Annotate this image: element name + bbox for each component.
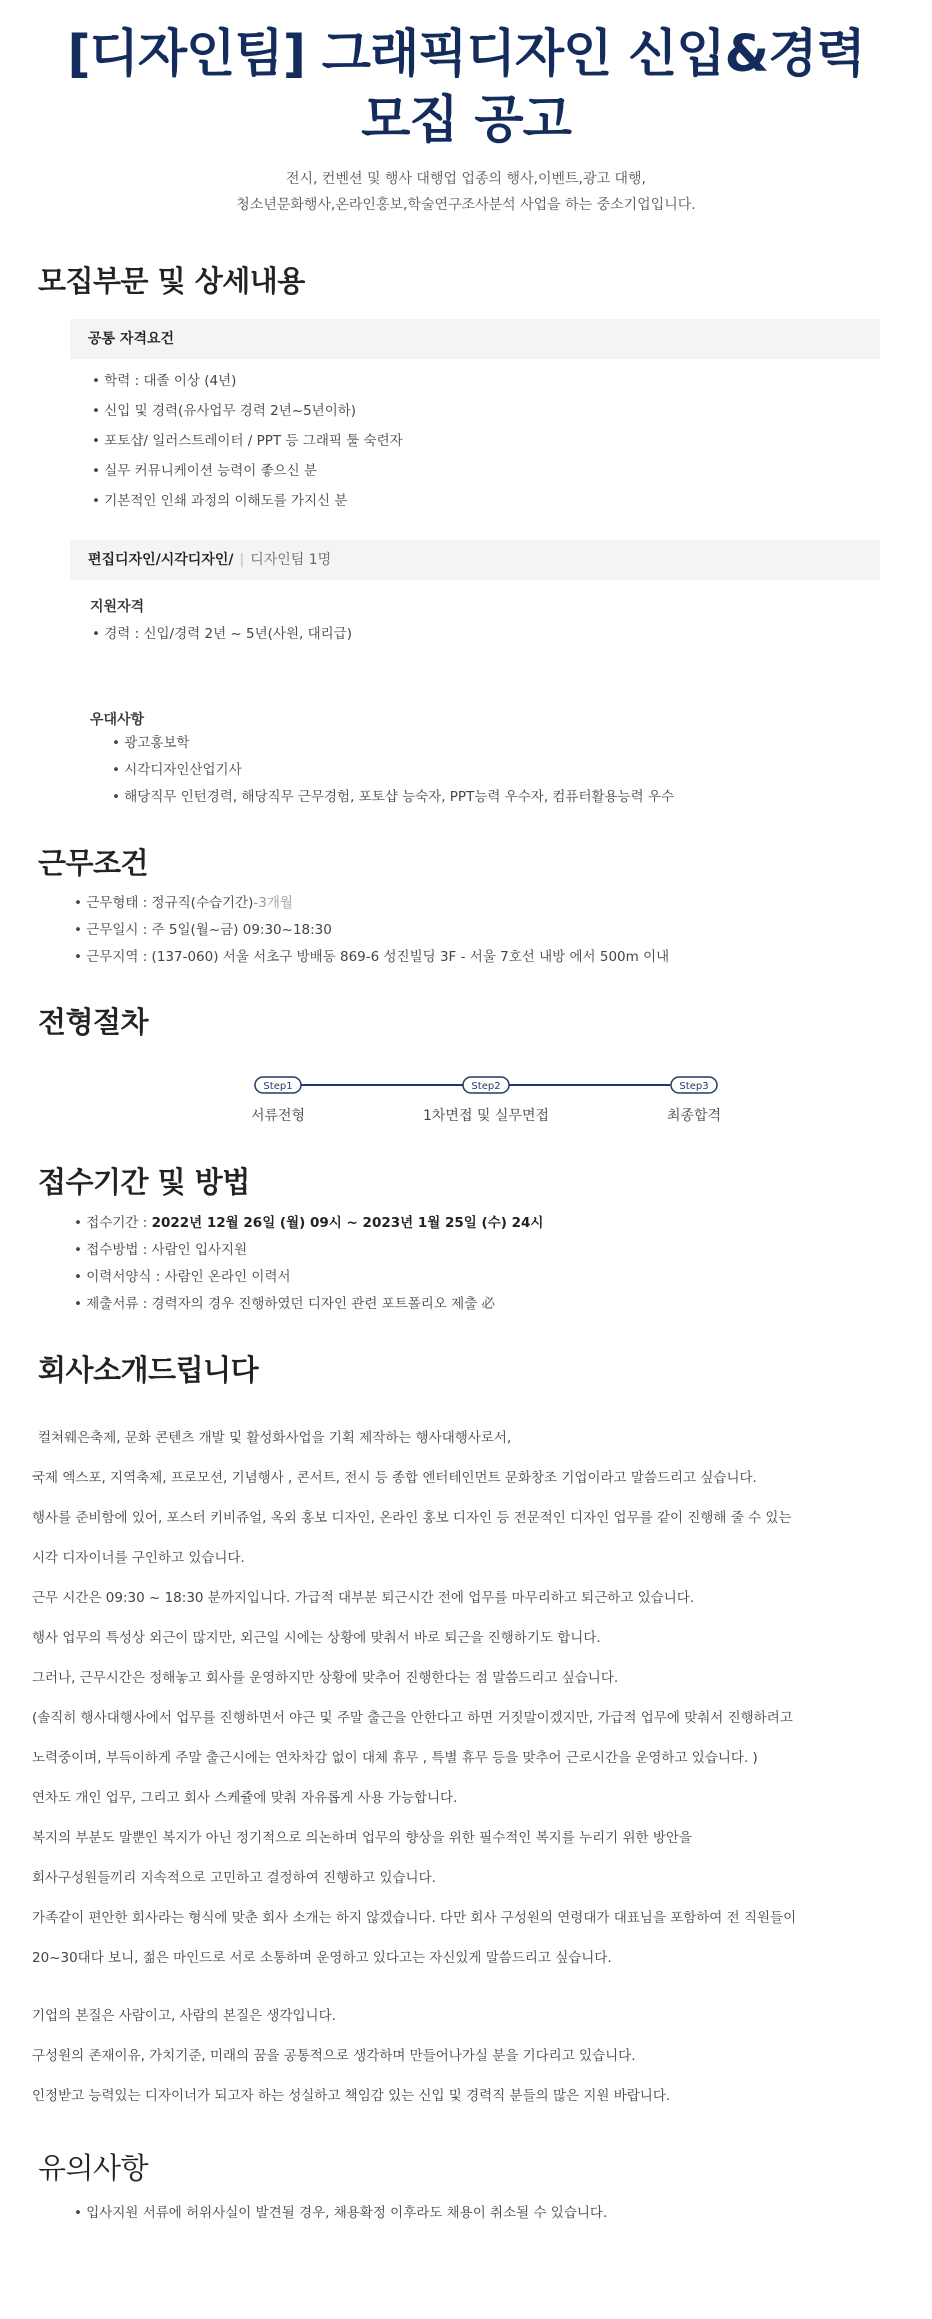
position-title: 편집디자인/시각디자인/ [88,552,234,568]
step-badge-text: Step3 [679,1081,709,1092]
company-paragraph-line: (솔직히 행사대행사에서 업무를 진행하면서 야근 및 주말 출근을 안한다고 하면 거짓말이겠지만, 가급적 업무에 맞춰서 진행하려고 [32,1710,793,1726]
intro-line: 청소년문화행사,온라인홍보,학술연구조사분석 사업을 하는 중소기업입니다. [236,197,696,213]
intro-line: 전시, 컨벤션 및 행사 대행업 업종의 행사,이벤트,광고 대행, [285,171,646,187]
company-paragraph-line: 20~30대다 보니, 젊은 마인드로 서로 소통하며 운영하고 있다고는 자신있게 말씀드리고 싶습니다. [32,1950,612,1966]
company-paragraph-line: 회사구성원들끼리 지속적으로 고민하고 결정하여 진행하고 있습니다. [32,1870,436,1886]
company-heading: 회사소개드립니다 [38,1353,259,1387]
list-item: • 근무지역 : (137-060) 서울 서초구 방배동 869-6 성진빌딩 3F - 서울 7호선 내방 에서 500m 이내 [74,944,669,971]
notice-list [74,2200,607,2227]
company-paragraph-line: 행사를 준비함에 있어, 포스터 키비쥬얼, 옥외 홍보 디자인, 온라인 홍보 디자인 등 전문적인 디자인 업무를 같이 진행해 줄 수 있는 [32,1510,792,1526]
company-closing-line: 기업의 본질은 사람이고, 사람의 본질은 생각입니다. [32,2008,336,2024]
recruit-heading: 모집부문 및 상세내용 [38,264,305,298]
common-requirements-list [92,366,403,516]
qualification-list [92,619,352,649]
step-label-1: 서류전형 [250,1108,306,1124]
list-item [74,890,669,917]
list-item: • 경력 : 신입/경력 2년 ~ 5년(사원, 대리급) [92,619,352,649]
page-title: [디자인팀] 그래픽디자인 신입&경력 모집 공고 [67,25,865,150]
process-heading: 전형절차 [38,1005,149,1039]
probation-period: -3개월 [253,895,293,911]
list-item: • 실무 커뮤니케이션 능력이 좋으신 분 [92,456,403,486]
company-paragraph-line: 행사 업무의 특성상 외근이 많지만, 외근일 시에는 상황에 맞춰서 바로 퇴근을 진행하기도 합니다. [32,1630,601,1646]
company-paragraph-line: 컬쳐웨은축제, 문화 콘텐츠 개발 및 활성화사업을 기획 제작하는 행사대행사로서, [38,1430,512,1446]
position-bar [70,540,880,580]
list-item: • 제출서류 : 경력자의 경우 진행하였던 디자인 관련 포트폴리오 제출 必 [74,1291,543,1318]
company-paragraph-line: 국제 엑스포, 지역축제, 프로모션, 기념행사 , 콘서트, 전시 등 종합 엔터테인먼트 문화창조 기업이라고 말씀드리고 싶습니다. [32,1470,757,1486]
list-item: • 근무일시 : 주 5일(월~금) 09:30~18:30 [74,917,669,944]
list-item: • 기본적인 인쇄 과정의 이해도를 가지신 분 [92,486,403,516]
notice-heading: 유의사항 [38,2151,149,2185]
step-label-3: 최종합격 [666,1108,722,1124]
step-badge-1 [255,1077,301,1093]
company-paragraph-line: 시각 디자이너를 구인하고 있습니다. [32,1550,245,1566]
step-badge-text: Step1 [263,1081,293,1092]
list-item: • 학력 : 대졸 이상 (4년) [92,366,403,396]
apply-period-label: 접수기간 : [86,1215,152,1231]
company-paragraph-line: 가족같이 편안한 회사라는 형식에 맞춘 회사 소개는 하지 않겠습니다. 다만 회사 구성원의 연령대가 대표님을 포함하여 전 직원들이 [32,1910,797,1926]
company-paragraph-line: 연차도 개인 업무, 그리고 회사 스케쥴에 맞춰 자유롭게 사용 가능합니다. [32,1790,458,1806]
work-type: 근무형태 : 정규직(수습기간) [86,895,254,911]
conditions-heading: 근무조건 [38,846,149,880]
step-badge-3 [671,1077,717,1093]
company-closing-line: 구성원의 존재이유, 가치기준, 미래의 꿈을 공통적으로 생각하며 만들어나가실 분을 기다리고 있습니다. [32,2048,636,2064]
qualification-label: 지원자격 [90,599,145,615]
list-item: • 접수방법 : 사람인 입사지원 [74,1237,543,1264]
list-item [74,1210,543,1237]
list-item: • 신입 및 경력(유사업무 경력 2년~5년이하) [92,396,403,426]
company-paragraph-line: 복지의 부분도 말뿐인 복지가 아닌 정기적으로 의논하며 업무의 향상을 위한 필수적인 복지를 누리기 위한 방안을 [32,1830,692,1846]
company-paragraph-line: 근무 시간은 09:30 ~ 18:30 분까지입니다. 가급적 대부분 퇴근시간 전에 업무를 마무리하고 퇴근하고 있습니다. [32,1590,695,1606]
list-item: • 포토샵/ 일러스트레이터 / PPT 등 그래픽 툴 숙련자 [92,426,403,456]
company-closing-line: 인정받고 능력있는 디자이너가 되고자 하는 성실하고 책임감 있는 신입 및 경력직 분들의 많은 지원 바랍니다. [32,2088,671,2104]
list-item: • 입사지원 서류에 허위사실이 발견될 경우, 채용확정 이후라도 채용이 취소될 수 있습니다. [74,2200,607,2227]
list-item: • 광고홍보학 [112,730,674,757]
step-badge-2 [463,1077,509,1093]
list-item: • 이력서양식 : 사람인 온라인 이력서 [74,1264,543,1291]
preference-label: 우대사항 [90,712,145,728]
apply-period-value: 2022년 12월 26일 (월) 09시 ~ 2023년 1월 25일 (수) 24시 [151,1215,544,1231]
common-requirements-label: 공통 자격요건 [88,331,175,347]
common-requirements-bar [70,319,880,359]
position-separator: | [239,552,245,568]
list-item: • 해당직무 인턴경력, 해당직무 근무경험, 포토샵 능숙자, PPT능력 우수자, 컴퓨터활용능력 우수 [112,784,674,811]
apply-heading: 접수기간 및 방법 [38,1165,250,1199]
company-paragraph-line: 노력중이며, 부득이하게 주말 출근시에는 연차차감 없이 대체 휴무 , 특별 휴무 등을 맞추어 근로시간을 운영하고 있습니다. ) [32,1750,758,1766]
process-steps [0,1070,932,1130]
position-headcount: 디자인팀 1명 [250,552,332,568]
company-paragraph-line: 그러나, 근무시간은 정해놓고 회사를 운영하지만 상황에 맞추어 진행한다는 점 말씀드리고 싶습니다. [32,1670,619,1686]
company-intro [40,166,892,218]
step-label-2: 1차면접 및 실무면접 [423,1108,549,1124]
company-description [32,1418,912,2116]
preference-list [112,730,674,811]
apply-list [74,1210,543,1318]
conditions-list [74,890,669,971]
step-badge-text: Step2 [471,1081,501,1092]
process-steps-graphic [0,1070,932,1110]
list-item: • 시각디자인산업기사 [112,757,674,784]
